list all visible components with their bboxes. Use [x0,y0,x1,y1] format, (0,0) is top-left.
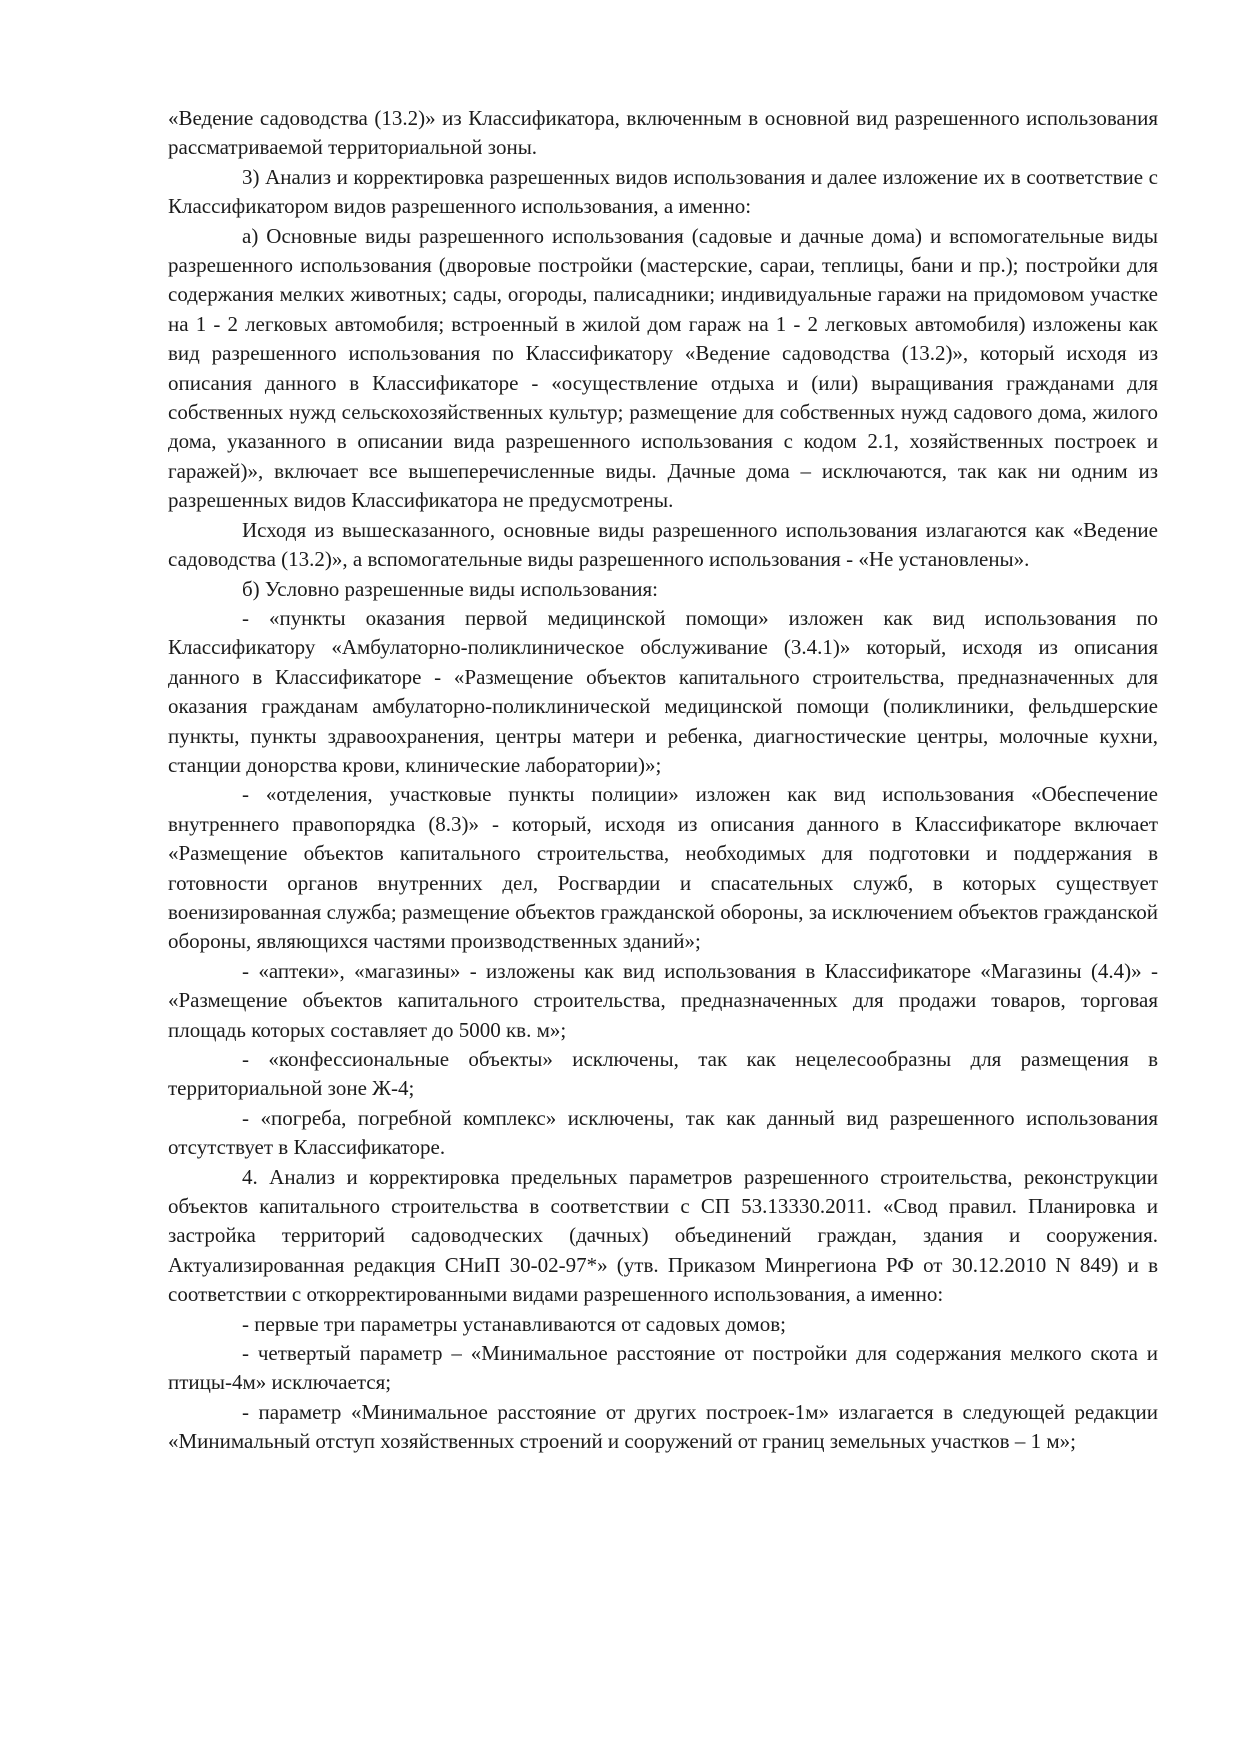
document-body [168,104,1158,1457]
paragraph: 4. Анализ и корректировка предельных параметров разрешенного строительства, реконструкции объектов капитального строительства в соответствии с СП 53.13330.2011. «Свод правил. Планировка и застройка территорий садоводческих (дачных) объединений граждан, здания и сооружения. Актуализированная редакция СНиП 30-02-97*» (утв. Приказом Минрегиона РФ от 30.12.2010 N 849) и в соответствии с откорректированными видами разрешенного использования, а именно: [168,1164,1158,1307]
paragraph: - «погреба, погребной комплекс» исключены, так как данный вид разрешенного использования отсутствует в Классификаторе. [168,1105,1158,1160]
paragraph: - «пункты оказания первой медицинской помощи» изложен как вид использования по Классификатору «Амбулаторно-поликлиническое обслуживание (3.4.1)» который, исходя из описания данного в Классификаторе - «Размещение объектов капитального строительства, предназначенных для оказания гражданам амбулаторно-поликлинической медицинской помощи (поликлиники, фельдшерские пункты, пункты здравоохранения, центры матери и ребенка, диагностические центры, молочные кухни, станции донорства крови, клинические лаборатории)»; [168,605,1158,777]
paragraph: - четвертый параметр – «Минимальное расстояние от постройки для содержания мелкого скота и птицы-4м» исключается; [168,1341,1158,1395]
paragraph: б) Условно разрешенные виды использования: [242,576,658,601]
paragraph: «Ведение садоводства (13.2)» из Классификатора, включенным в основной вид разрешенного использования рассматриваемой территориальной зоны. [168,106,1158,160]
paragraph: а) Основные виды разрешенного использования (садовые и дачные дома) и вспомогательные виды разрешенного использования (дворовые постройки (мастерские, сараи, теплицы, бани и пр.); постройки для содержания мелких животных; сады, огороды, палисадники; индивидуальные гаражи на придомовом участке на 1 - 2 легковых автомобиля; встроенный в жилой дом гараж на 1 - 2 легковых автомобиля) изложены как вид разрешенного использования по Классификатору «Ведение садоводства (13.2)», который исходя из описания данного в Классификаторе - «осуществление отдыха и (или) выращивания гражданами для собственных нужд сельскохозяйственных культур; размещение для собственных нужд садового дома, жилого дома, указанного в описании вида разрешенного использования с кодом 2.1, хозяйственных построек и гаражей)», включает все вышеперечисленные виды. Дачные дома – исключаются, так как ни одним из разрешенных видов Классификатора не предусмотрены. [168,223,1158,513]
paragraph: - первые три параметры устанавливаются от садовых домов; [242,1311,786,1336]
paragraph: Исходя из вышесказанного, основные виды разрешенного использования излагаются как «Ведение садоводства (13.2)», а вспомогательные виды разрешенного использования - «Не установлены». [168,517,1158,572]
paragraph: - «отделения, участковые пункты полиции» изложен как вид использования «Обеспечение внутреннего правопорядка (8.3)» - который, исходя из описания данного в Классификаторе включает «Размещение объектов капитального строительства, необходимых для подготовки и поддержания в готовности органов внутренних дел, Росгвардии и спасательных служб, в которых существует военизированная служба; размещение объектов гражданской обороны, за исключением объектов гражданской обороны, являющихся частями производственных зданий»; [168,782,1158,954]
paragraph: - «конфессиональные объекты» исключены, так как нецелесообразны для размещения в территориальной зоне Ж-4; [168,1047,1158,1101]
paragraph: - «аптеки», «магазины» - изложены как вид использования в Классификаторе «Магазины (4.4)» - «Размещение объектов капитального строительства, предназначенных для продажи товаров, торговая площадь которых составляет до 5000 кв. м»; [168,958,1158,1042]
paragraph: 3) Анализ и корректировка разрешенных видов использования и далее изложение их в соответствие с Классификатором видов разрешенного использования, а именно: [168,164,1158,219]
paragraph: - параметр «Минимальное расстояние от других построек-1м» излагается в следующей редакции «Минимальный отступ хозяйственных строений и сооружений от границ земельных участков – 1 м»; [168,1399,1158,1454]
